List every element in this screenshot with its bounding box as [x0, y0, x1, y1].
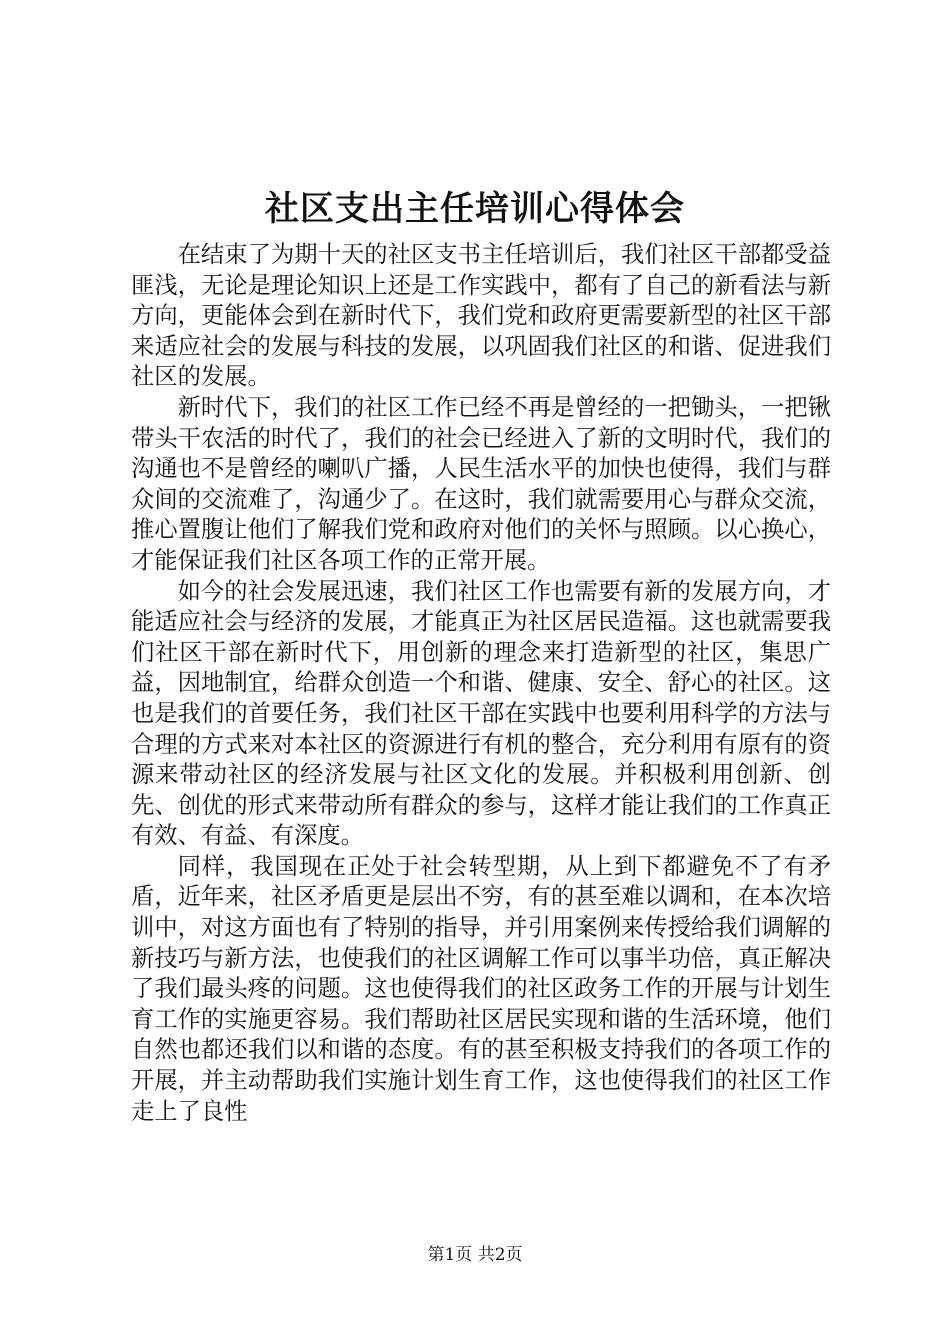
page-number-footer: 第1页 共2页 — [427, 1245, 523, 1265]
paragraph-1: 在结束了为期十天的社区支书主任培训后，我们社区干部都受益匪浅，无论是理论知识上还是工作实践中，都有了自己的新看法与新方向，更能体会到在新时代下，我们党和政府更需要新型的社区干部来适应社会的发展与科技的发展，以巩固我们社区的和谐、促进我们社区的发展。 — [131, 241, 831, 391]
paragraph-3: 如今的社会发展迅速，我们社区工作也需要有新的发展方向，才能适应社会与经济的发展，才能真正为社区居民造福。这也就需要我们社区干部在新时代下，用创新的理念来打造新型的社区，集思广益，因地制宜，给群众创造一个和谐、健康、安全、舒心的社区。这也是我们的首要任务，我们社区干部在实践中也要利用科学的方法与合理的方式来对本社区的资源进行有机的整合，充分利用有原有的资源来带动社区的经济发展与社区文化的发展。并积极利用创新、创先、创优的形式来带动所有群众的参与，这样才能让我们的工作真正有效、有益、有深度。 — [131, 577, 831, 850]
paragraph-4: 同样，我国现在正处于社会转型期，从上到下都避免不了有矛盾，近年来，社区矛盾更是层出不穷，有的甚至难以调和，在本次培训中，对这方面也有了特别的指导，并引用案例来传授给我们调解的新技巧与新方法，也使我们的社区调解工作可以事半功倍，真正解决了我们最头疼的问题。这也使得我们的社区政务工作的开展与计划生育工作的实施更容易。我们帮助社区居民实现和谐的生活环境，他们自然也都还我们以和谐的态度。有的甚至积极支持我们的各项工作的开展，并主动帮助我们实施计划生育工作，这也使得我们的社区工作走上了良性 — [131, 852, 831, 1125]
paragraph-2: 新时代下，我们的社区工作已经不再是曾经的一把锄头，一把锹带头干农活的时代了，我们的社会已经进入了新的文明时代，我们的沟通也不是曾经的喇叭广播，人民生活水平的加快也使得，我们与群众间的交流难了，沟通少了。在这时，我们就需要用心与群众交流，推心置腹让他们了解我们党和政府对他们的关怀与照顾。以心换心，才能保证我们社区各项工作的正常开展。 — [131, 393, 831, 574]
document-body — [131, 240, 831, 1127]
document-title: 社区支出主任培训心得体会 — [265, 189, 685, 229]
